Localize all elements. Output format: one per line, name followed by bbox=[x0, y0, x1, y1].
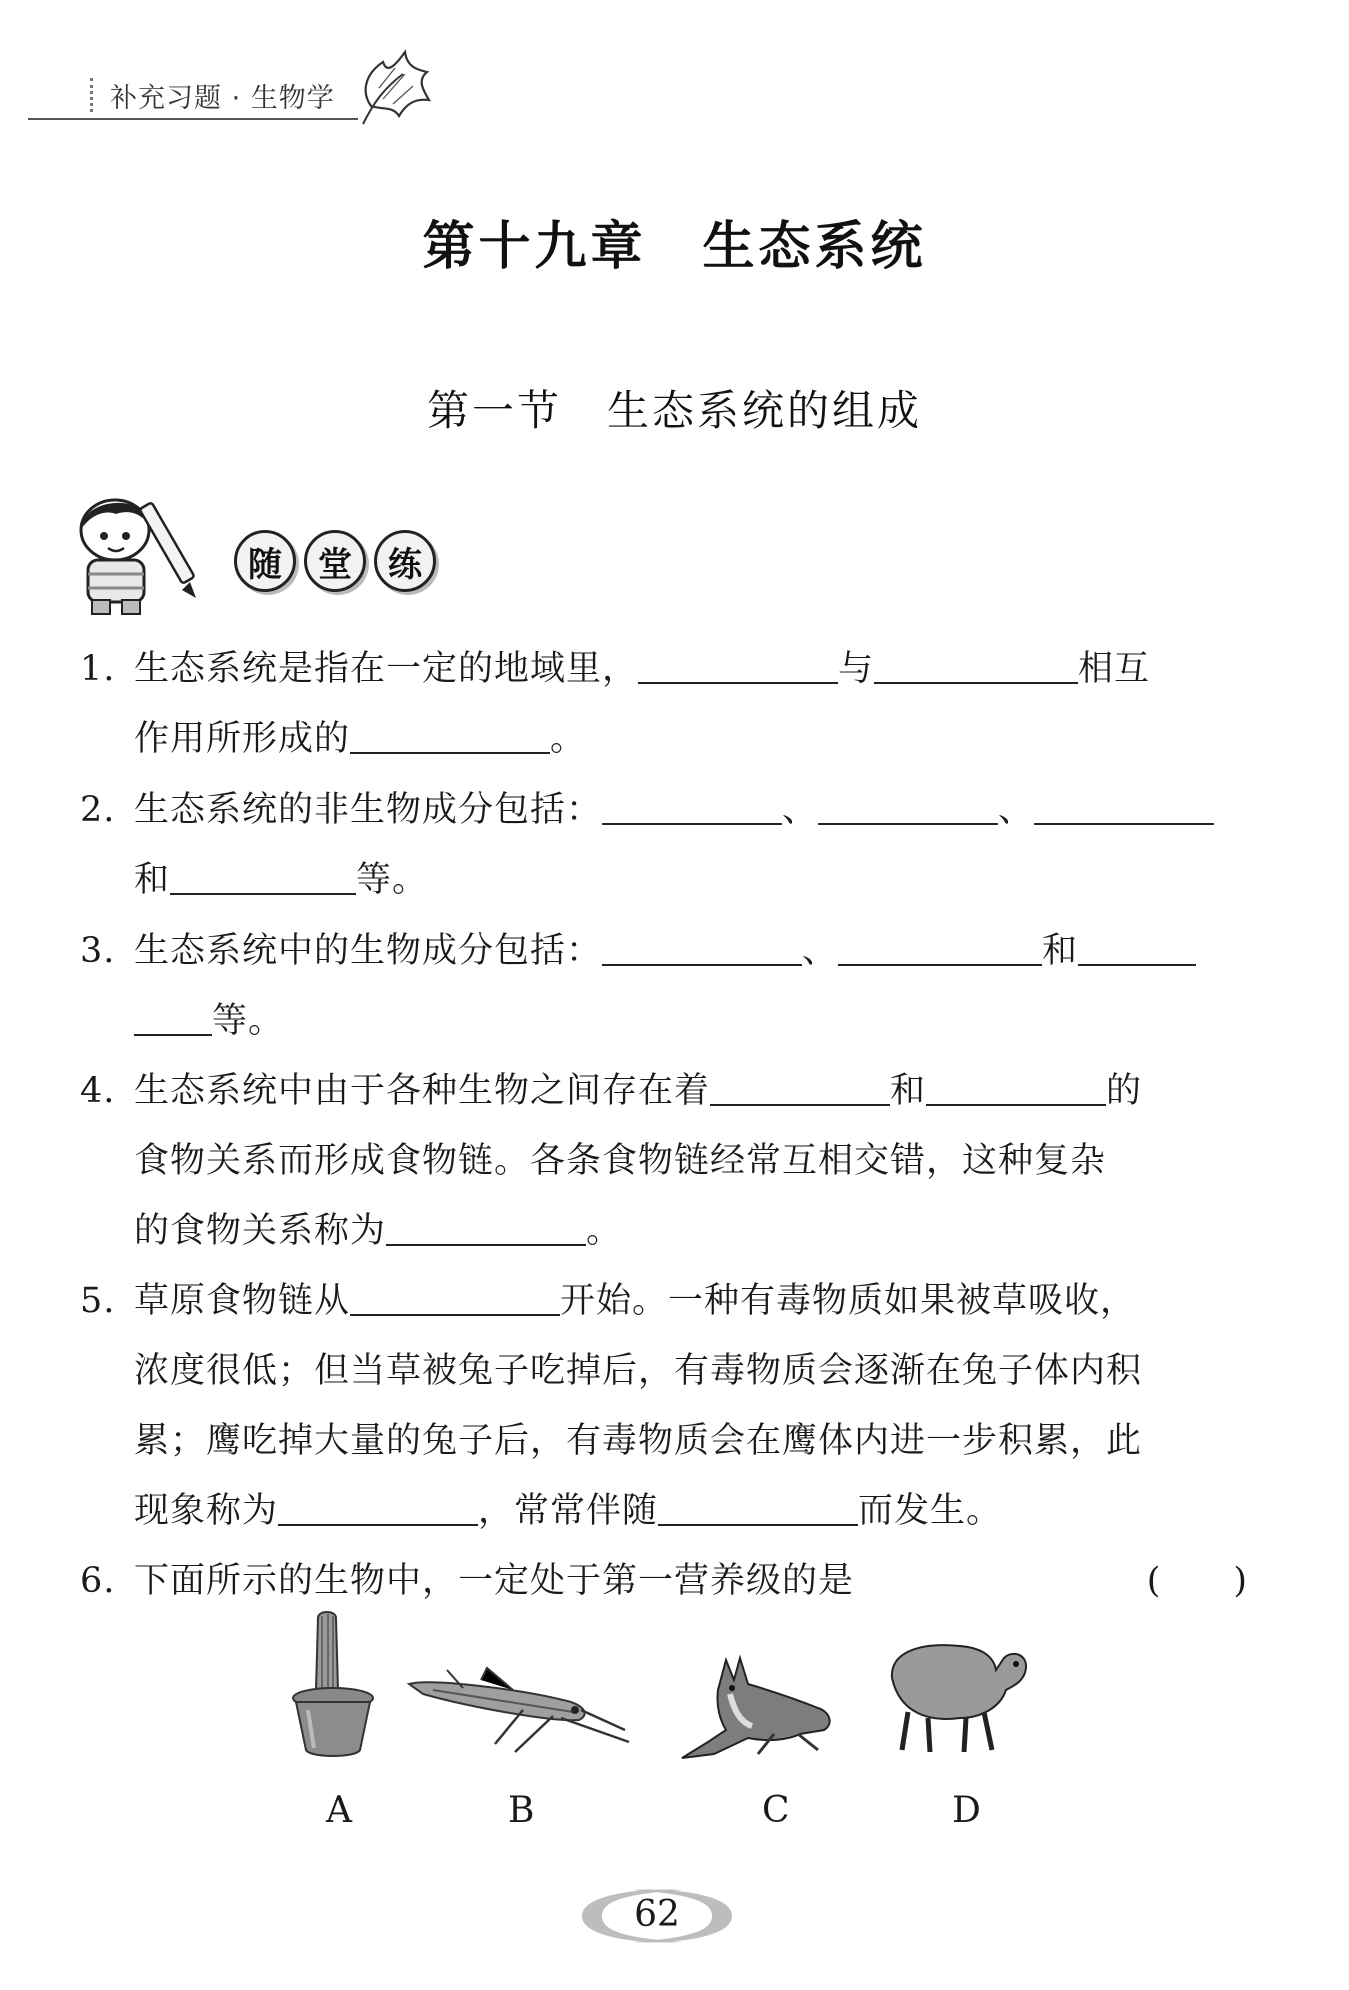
question-number: 1. bbox=[80, 649, 116, 689]
running-title: 补充习题 · 生物学 bbox=[110, 83, 335, 114]
practice-label bbox=[234, 530, 436, 592]
question-number: 4. bbox=[80, 1071, 116, 1111]
grasshopper-image[interactable] bbox=[403, 1660, 633, 1760]
answer-blank[interactable] bbox=[818, 789, 998, 825]
question-text: 浓度很低；但当草被兔子吃掉后，有毒物质会逐渐在兔子体内积 bbox=[134, 1351, 1143, 1391]
option-label-c[interactable]: C bbox=[762, 1790, 790, 1831]
question-text: 下面所示的生物中，一定处于第一营养级的是 bbox=[134, 1561, 855, 1601]
answer-blank[interactable] bbox=[638, 648, 838, 684]
question-number: 6. bbox=[80, 1561, 116, 1601]
option-label-d[interactable]: D bbox=[952, 1790, 981, 1831]
header-dots bbox=[90, 78, 97, 112]
question-text: 和 bbox=[134, 860, 171, 900]
header-rule bbox=[28, 118, 358, 120]
answer-blank[interactable] bbox=[386, 1210, 586, 1246]
answer-blank[interactable] bbox=[350, 718, 550, 754]
cartoon-student-icon bbox=[70, 490, 210, 620]
question-text: 。 bbox=[550, 719, 587, 759]
question-text: 草原食物链从 bbox=[134, 1281, 351, 1321]
question-3 bbox=[80, 916, 1248, 1056]
question-text: 。 bbox=[586, 1211, 623, 1251]
chapter-title: 第十九章 生态系统 bbox=[422, 217, 927, 277]
question-number: 5. bbox=[80, 1281, 116, 1321]
question-5 bbox=[80, 1266, 1248, 1546]
answer-blank[interactable] bbox=[926, 1070, 1106, 1106]
answer-blank[interactable] bbox=[170, 859, 356, 895]
question-text: 作用所形成的 bbox=[134, 719, 351, 759]
question-number: 3. bbox=[80, 931, 116, 971]
cactus-image[interactable] bbox=[288, 1610, 378, 1760]
question-6 bbox=[80, 1546, 1248, 1616]
question-text: 相互 bbox=[1078, 649, 1151, 689]
question-text: 、 bbox=[802, 931, 839, 971]
answer-blank[interactable] bbox=[658, 1490, 858, 1526]
sheep-image[interactable] bbox=[880, 1628, 1030, 1758]
question-1 bbox=[80, 634, 1248, 774]
answer-parentheses[interactable]: ( ) bbox=[1146, 1561, 1248, 1601]
question-text: 等。 bbox=[212, 1001, 285, 1041]
question-text: 生态系统是指在一定的地域里， bbox=[134, 649, 639, 689]
answer-blank[interactable] bbox=[1034, 789, 1214, 825]
question-text: 现象称为 bbox=[134, 1491, 279, 1531]
question-text: 生态系统中的生物成分包括： bbox=[134, 931, 603, 971]
answer-blank[interactable] bbox=[874, 648, 1078, 684]
question-text: 的 bbox=[1106, 1071, 1143, 1111]
question-text: 生态系统的非生物成分包括： bbox=[134, 790, 603, 830]
answer-blank[interactable] bbox=[710, 1070, 890, 1106]
question-text: 、 bbox=[782, 790, 819, 830]
question-text: 生态系统中由于各种生物之间存在着 bbox=[134, 1071, 711, 1111]
question-text: 开始。一种有毒物质如果被草吸收， bbox=[560, 1281, 1137, 1321]
wolf-image[interactable] bbox=[678, 1650, 838, 1760]
option-label-a[interactable]: A bbox=[326, 1790, 352, 1831]
question-text: 的食物关系称为 bbox=[134, 1211, 387, 1251]
option-label-b[interactable]: B bbox=[508, 1790, 535, 1831]
answer-blank[interactable] bbox=[838, 930, 1042, 966]
question-4 bbox=[80, 1056, 1248, 1266]
answer-blank[interactable] bbox=[602, 930, 802, 966]
question-text: 和 bbox=[890, 1071, 927, 1111]
page-number-badge bbox=[562, 1882, 752, 1950]
practice-banner bbox=[70, 490, 450, 620]
question-text: 、 bbox=[998, 790, 1035, 830]
question-text: 和 bbox=[1042, 931, 1079, 971]
practice-char-2: 堂 bbox=[304, 530, 366, 592]
practice-char-1: 随 bbox=[234, 530, 296, 592]
answer-blank[interactable] bbox=[278, 1490, 478, 1526]
question-text: ，常常伴随 bbox=[478, 1491, 659, 1531]
question-text: 累；鹰吃掉大量的兔子后，有毒物质会在鹰体内进一步积累，此 bbox=[134, 1421, 1143, 1461]
page-number: 62 bbox=[634, 1894, 680, 1935]
practice-char-3: 练 bbox=[374, 530, 436, 592]
question-2 bbox=[80, 775, 1248, 915]
question-number: 2. bbox=[80, 790, 116, 830]
leaf-icon bbox=[343, 44, 433, 134]
question-text: 而发生。 bbox=[858, 1491, 1003, 1531]
answer-blank[interactable] bbox=[350, 1280, 560, 1316]
question-text: 等。 bbox=[356, 860, 429, 900]
option-pictures bbox=[0, 1610, 1349, 1860]
running-header bbox=[28, 62, 418, 122]
answer-blank[interactable] bbox=[1078, 930, 1196, 966]
answer-blank[interactable] bbox=[602, 789, 782, 825]
answer-blank-cont[interactable] bbox=[134, 1000, 212, 1036]
question-text: 食物关系而形成食物链。各条食物链经常互相交错，这种复杂 bbox=[134, 1141, 1107, 1181]
question-text: 与 bbox=[838, 649, 875, 689]
section-title: 第一节 生态系统的组成 bbox=[426, 386, 922, 435]
